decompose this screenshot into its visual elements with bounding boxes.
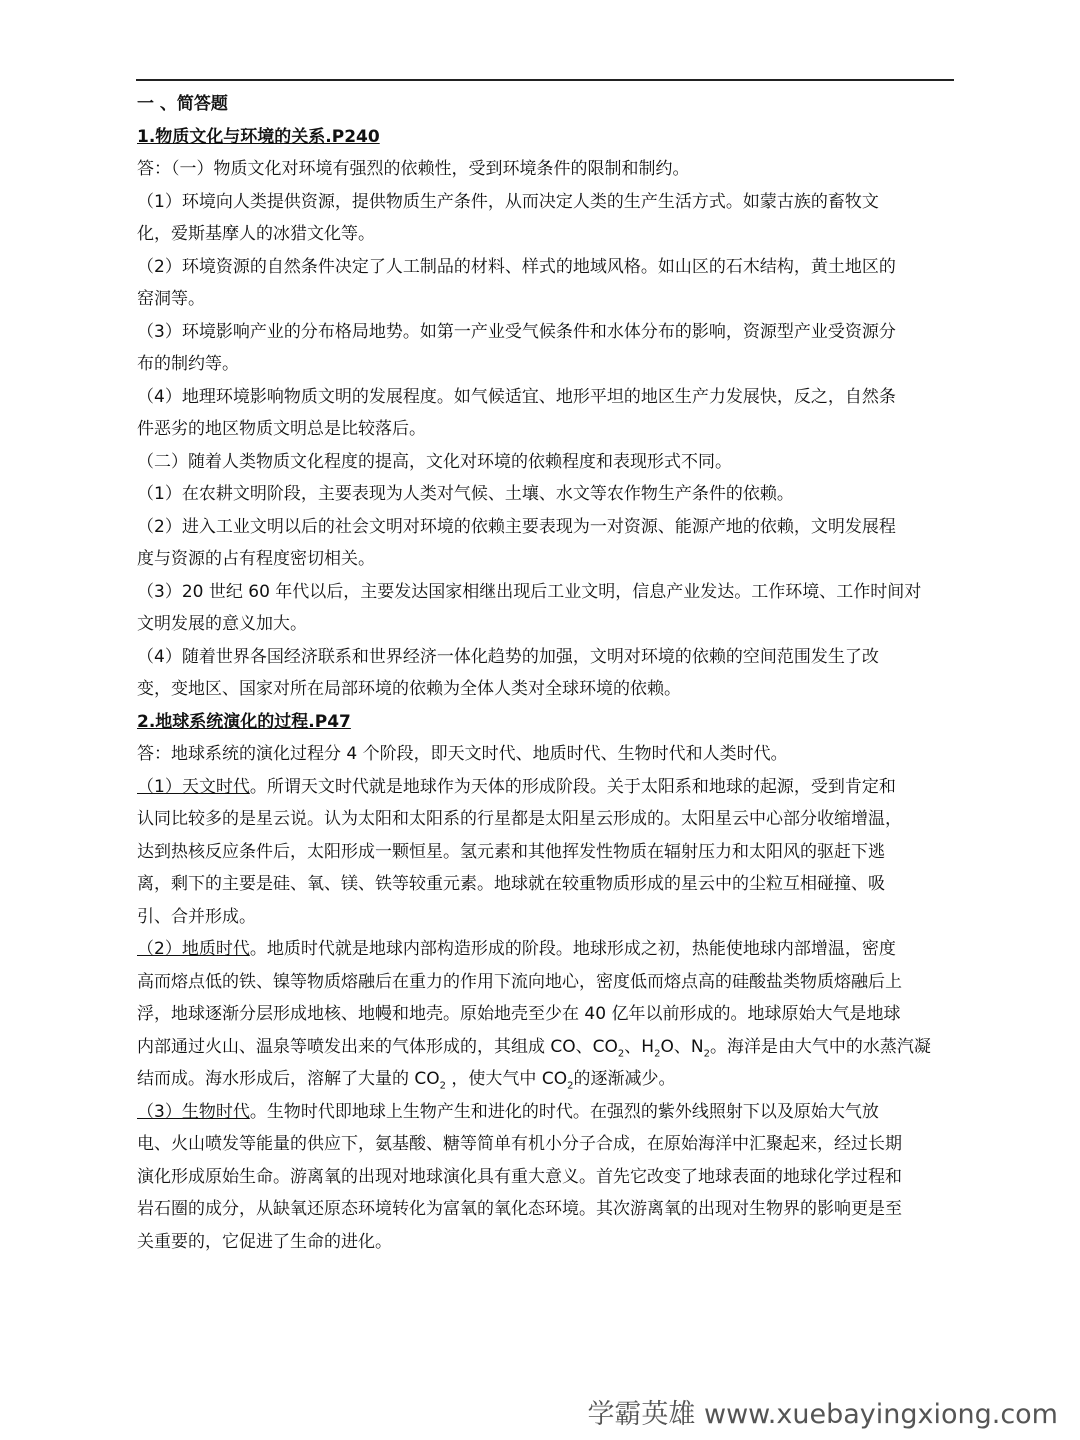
stage3-line: 电、火山喷发等能量的供应下，氨基酸、糖等简单有机小分子合成，在原始海洋中汇聚起来，经过长期 [137,1134,902,1154]
footer-watermark: 学霸英雄 www.xuebayingxiong.com [587,1399,1058,1430]
stage2-first-line [137,933,955,966]
text-run: 内部通过火山、温泉等喷发出来的气体形成的，其组成 CO、CO [137,1036,618,1057]
q1-line: 窑洞等。 [137,289,205,309]
text-run: 的逐渐减少。 [573,1069,676,1089]
stage1-label: （1）天文时代 [137,776,250,797]
stage3-line: 关重要的，它促进了生命的进化。 [137,1231,392,1252]
subscript: 2 [703,1047,710,1059]
stage1-line: 引、合并形成。 [137,906,256,927]
q1-line: （3）20 世纪 60 年代以后，主要发达国家相继出现后工业文明，信息产业发达。工作环境、工作时间对 [137,581,922,602]
q1-line: 布的制约等。 [137,354,239,374]
top-rule [136,79,954,81]
subscript: 2 [439,1080,447,1092]
stage1-first-rest: 。所谓天文时代就是地球作为天体的形成阶段。关于太阳系和地球的起源，受到肯定和 [249,776,896,797]
q1-line: （2）进入工业文明以后的社会文明对环境的依赖主要表现为一对资源、能源产地的依赖，文明发展程 [137,516,896,537]
section-title: 一 、简答题 [137,94,228,114]
q2-heading: 2.地球系统演化的过程.P47 [137,711,351,732]
q1-line: 件恶劣的地区物质文明总是比较落后。 [137,419,426,439]
q2-intro: 答：地球系统的演化过程分 4 个阶段，即天文时代、地质时代、生物时代和人类时代。 [137,744,788,764]
text-run: 、H [624,1036,655,1057]
stage2-label: （2）地质时代 [137,939,250,959]
document-body [137,88,955,1258]
subscript: 2 [567,1080,574,1092]
text-run: 。海洋是由大气中的水蒸汽凝 [709,1036,931,1057]
text-run: O、N [660,1036,704,1057]
stage1-first-line [137,771,955,804]
text-run: ，使大气中 CO [446,1069,568,1089]
q1-line: 度与资源的占有程度密切相关。 [137,549,375,569]
subscript: 2 [617,1047,625,1059]
stage2-line-formula [137,1063,955,1096]
stage3-line: 岩石圈的成分，从缺氧还原态环境转化为富氧的氧化态环境。其次游离氧的出现对生物界的影响更是至 [137,1199,902,1219]
stage2-first-rest: 。地质时代就是地球内部构造形成的阶段。地球形成之初，热能使地球内部增温，密度 [249,939,896,959]
subscript: 2 [654,1047,661,1059]
stage2-line-formula [137,1031,955,1064]
stage3-line: 演化形成原始生命。游离氧的出现对地球演化具有重大意义。首先它改变了地球表面的地球化学过程和 [137,1166,902,1187]
stage3-first-rest: 。生物时代即地球上生物产生和进化的时代。在强烈的紫外线照射下以及原始大气放 [249,1101,879,1122]
text-run: 结而成。海水形成后，溶解了大量的 CO [137,1069,440,1089]
q1-heading: 1.物质文化与环境的关系.P240 [137,126,380,147]
q1-line: （1）在农耕文明阶段，主要表现为人类对气候、土壤、水文等农作物生产条件的依赖。 [137,484,794,504]
stage2-line: 高而熔点低的铁、镍等物质熔融后在重力的作用下流向地心，密度低而熔点高的硅酸盐类物质熔融后上 [137,971,902,992]
stage3-label: （3）生物时代 [137,1101,250,1122]
stage1-line: 达到热核反应条件后，太阳形成一颗恒星。氢元素和其他挥发性物质在辐射压力和太阳风的驱赶下逃 [137,841,885,862]
stage1-line: 离，剩下的主要是硅、氧、镁、铁等较重元素。地球就在较重物质形成的星云中的尘粒互相碰撞、吸 [137,874,885,894]
q1-line: （2）环境资源的自然条件决定了人工制品的材料、样式的地域风格。如山区的石木结构，黄土地区的 [137,256,896,277]
stage3-first-line [137,1096,955,1129]
stage1-line: 认同比较多的是星云说。认为太阳和太阳系的行星都是太阳星云形成的。太阳星云中心部分收缩增温， [137,809,902,829]
q1-line: 答：（一）物质文化对环境有强烈的依赖性，受到环境条件的限制和制约。 [137,159,690,179]
q1-line: （二）随着人类物质文化程度的提高，文化对环境的依赖程度和表现形式不同。 [137,451,732,472]
q1-line: 文明发展的意义加大。 [137,614,307,634]
q1-line: （3）环境影响产业的分布格局地势。如第一产业受气候条件和水体分布的影响，资源型产业受资源分 [137,321,896,342]
q1-line: 化，爱斯基摩人的冰猎文化等。 [137,224,375,244]
q1-line: （1）环境向人类提供资源，提供物质生产条件，从而决定人类的生产生活方式。如蒙古族的畜牧文 [137,191,879,212]
q1-line: （4）随着世界各国经济联系和世界经济一体化趋势的加强，文明对环境的依赖的空间范围发生了改 [137,646,879,667]
stage2-line: 浮，地球逐渐分层形成地核、地幔和地壳。原始地壳至少在 40 亿年以前形成的。地球原始大气是地球 [137,1004,901,1024]
q1-line: （4）地理环境影响物质文明的发展程度。如气候适宜、地形平坦的地区生产力发展快，反之，自然条 [137,386,896,407]
q1-line: 变，变地区、国家对所在局部环境的依赖为全体人类对全球环境的依赖。 [137,679,681,699]
